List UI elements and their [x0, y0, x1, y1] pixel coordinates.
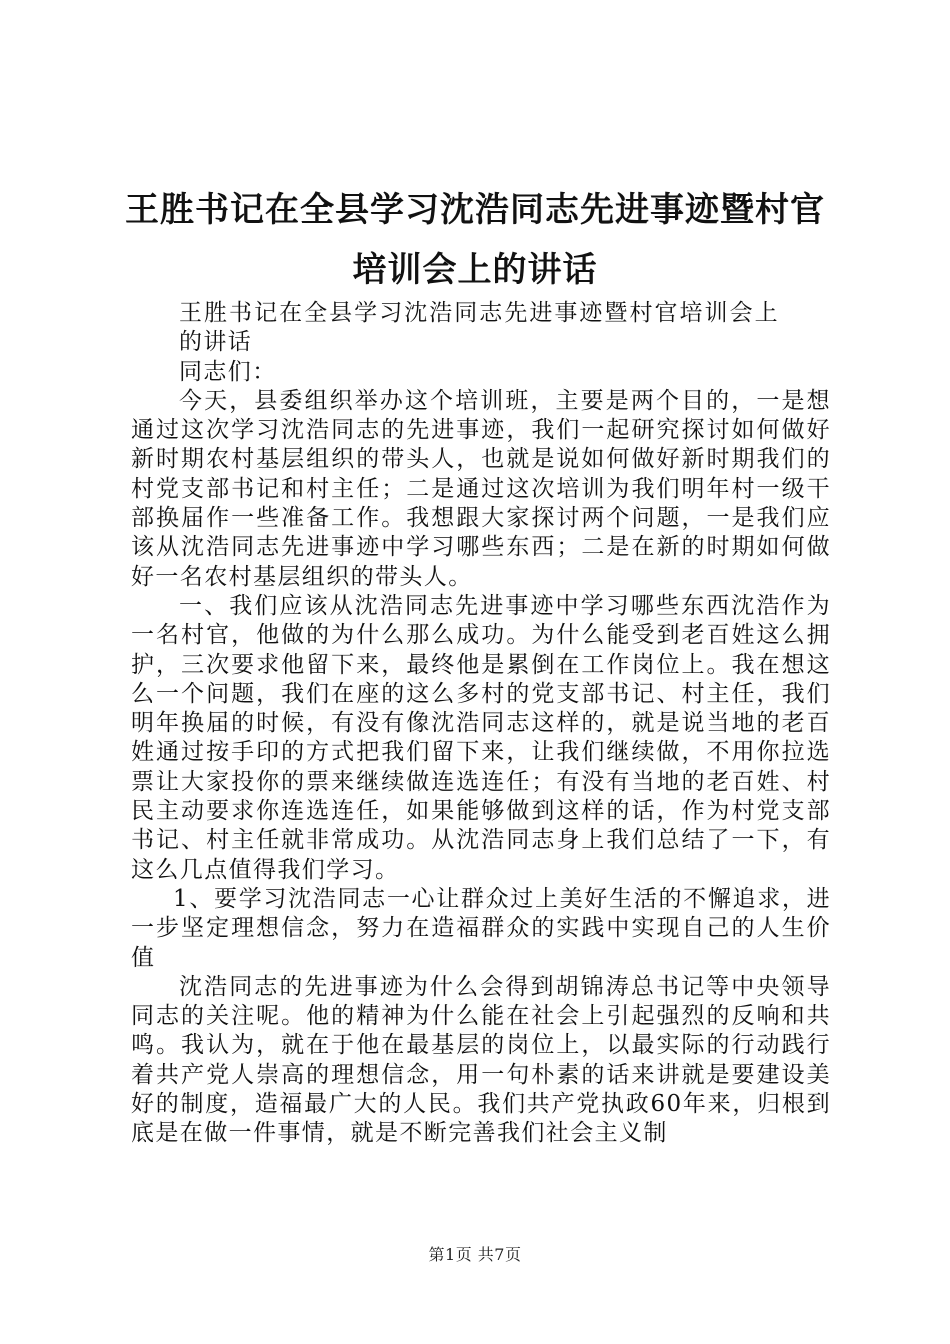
paragraph-point-one: 1、要学习沈浩同志一心让群众过上美好生活的不懈追求，进一步坚定理想信念，努力在造福群众的实践中实现自己的人生价值	[131, 885, 831, 971]
salutation: 同志们：	[179, 358, 277, 385]
document-body	[131, 299, 831, 1149]
page-footer: 第1页 共7页	[428, 1245, 522, 1264]
document-title-line-1: 王胜书记在全县学习沈浩同志先进事迹暨村官	[125, 190, 825, 230]
paragraph-section-one: 一、我们应该从沈浩同志先进事迹中学习哪些东西沈浩作为一名村官，他做的为什么那么成功。为什么能受到老百姓这么拥护，三次要求他留下来，最终他是累倒在工作岗位上。我在想这么一个问题，我们在座的这么多村的党支部书记、村主任，我们明年换届的时候，有没有像沈浩同志这样的，就是说当地的老百姓通过按手印的方式把我们留下来，让我们继续做，不用你拉选票让大家投你的票来继续做连选连任；有没有当地的老百姓、村民主动要求你连选连任，如果能够做到这样的话，作为村党支部书记、村主任就非常成功。从沈浩同志身上我们总结了一下，有这么几点值得我们学习。	[131, 592, 831, 883]
paragraph-intro: 今天，县委组织举办这个培训班，主要是两个目的，一是想通过这次学习沈浩同志的先进事迹，我们一起研究探讨如何做好新时期农村基层组织的带头人，也就是说如何做好新时期我们的村党支部书记和村主任；二是通过这次培训为我们明年村一级干部换届作一些准备工作。我想跟大家探讨两个问题，一是我们应该从沈浩同志先进事迹中学习哪些东西；二是在新的时期如何做好一名农村基层组织的带头人。	[131, 387, 831, 590]
paragraph-body-continued: 沈浩同志的先进事迹为什么会得到胡锦涛总书记等中央领导同志的关注呢。他的精神为什么能在社会上引起强烈的反响和共鸣。我认为，就在于他在最基层的岗位上，以最实际的行动践行着共产党人崇高的理想信念，用一句朴素的话来讲就是要建设美好的制度，造福最广大的人民。我们共产党执政60年来，归根到底是在做一件事情，就是不断完善我们社会主义制	[131, 973, 831, 1147]
document-subtitle: 王胜书记在全县学习沈浩同志先进事迹暨村官培训会上的讲话	[179, 300, 779, 356]
document-title-line-2: 培训会上的讲话	[352, 250, 598, 290]
